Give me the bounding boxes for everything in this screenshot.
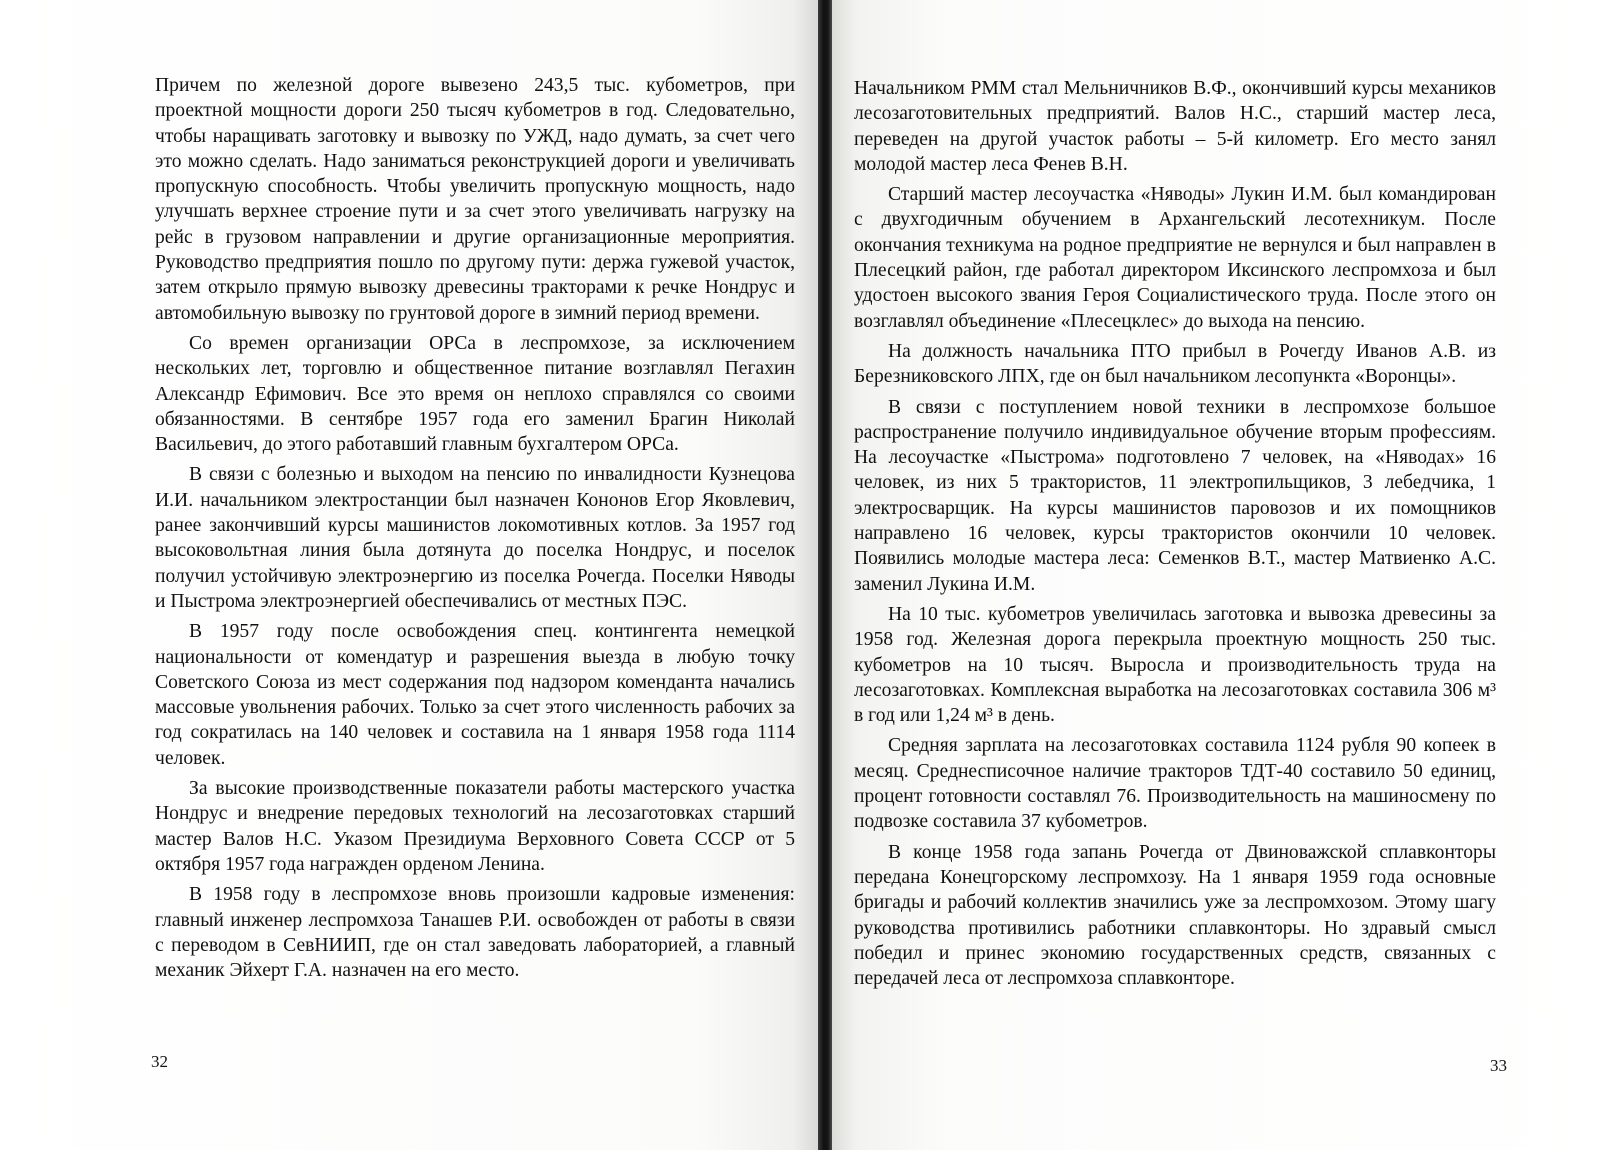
paragraph: На должность начальника ПТО прибыл в Рочегду Иванов А.В. из Березниковского ЛПХ, где он был начальником лесопункта «Воронцы».	[854, 340, 1496, 388]
paragraph: За высокие производственные показатели работы мастерского участка Нондрус и внедрение передовых технологий на лесозаготовках старший мастер Валов Н.С. Указом Президиума Верховного Совета СССР от 5 октября 1957 года награжден орденом Ленина.	[155, 778, 795, 875]
paragraph: Средняя зарплата на лесозаготовках составила 1124 рубля 90 копеек в месяц. Среднесписочное наличие тракторов ТДТ-40 составило 50 единиц, процент готовности составлял 76. Производительность на машиносмену по подвозке составила 37 кубометров.	[854, 735, 1496, 833]
right-page-text	[854, 76, 1496, 996]
paragraph: Старший мастер лесоучастка «Няводы» Лукин И.М. был командирован с двухгодичным обучением в Архангельский лесотехникум. После окончания техникума на родное предприятие не вернулся и был направлен в Плесецкий район, где работал директором Иксинского леспромхоза и был удостоен высокого звания Героя Социалистического труда. После этого он возглавлял объединение «Плесецклес» до выхода на пенсию.	[854, 184, 1496, 332]
right-page	[832, 0, 1618, 1150]
paragraph: В 1958 году в леспромхозе вновь произошли кадровые изменения: главный инженер леспромхоза Танашев Р.И. освобожден от работы в связи с переводом в СевНИИП, где он стал заведовать лабораторией, а главный механик Эйхерт Г.А. назначен на его место.	[155, 884, 795, 982]
left-page-text	[155, 73, 795, 988]
paragraph: Начальником РММ стал Мельничников В.Ф., окончивший курсы механиков лесозаготовительных предприятий. Валов Н.С., старший мастер леса, переведен на другой участок работы – 5-й километр. Его место занял молодой мастер леса Фенев В.Н.	[854, 78, 1496, 175]
paragraph: Со времен организации ОРСа в леспромхозе, за исключением нескольких лет, торговлю и общественное питание возглавлял Пегахин Александр Ефимович. Все это время он неплохо справлялся со своими обязанностями. В сентябре 1957 года его заменил Брагин Николай Васильевич, до этого работавший главным бухгалтером ОРСа.	[155, 332, 795, 456]
paragraph: В связи с болезнью и выходом на пенсию по инвалидности Кузнецова И.И. начальником электростанции был назначен Кононов Егор Яковлевич, ранее закончивший курсы машинистов локомотивных котлов. За 1957 год высоковольтная линия была дотянута до поселка Нондрус, и поселок получил устойчивую электроэнергию из поселка Рочегда. Поселки Няводы и Пыстрома электроэнергией обеспечивались от местных ПЭС.	[155, 464, 795, 612]
book-gutter	[818, 0, 832, 1150]
paragraph: В конце 1958 года запань Рочегда от Двиноважской сплавконторы передана Конецгорскому леспромхозу. На 1 января 1959 года основные бригады и рабочий коллектив значились уже за леспромхозом. Этому шагу руководства противились работники сплавконторы. Но здравый смысл победил и принес экономию государственных средств, связанных с передачей леса от леспромхоза сплавконторе.	[854, 841, 1496, 990]
paragraph: Причем по железной дороге вывезено 243,5 тыс. кубометров, при проектной мощности дороги 250 тысяч кубометров в год. Следовательно, чтобы наращивать заготовку и вывозку по УЖД, надо думать, за счет чего это можно сделать. Надо заниматься реконструкцией дороги и увеличивать пропускную способность. Чтобы увеличить пропускную мощность, надо улучшать верхнее строение пути и за счет этого увеличивать нагрузку на рейс в грузовом направлении и другие организационные мероприятия. Руководство предприятия пошло по другому пути: держа гужевой участок, затем открыло прямую вывозку древесины тракторами к речке Нондрус и автомобильную вывозку по грунтовой дороге в зимний период времени.	[155, 75, 795, 324]
paragraph: В 1957 году после освобождения спец. контингента немецкой национальности от комендатур и разрешения выезда в любую точку Советского Союза из мест содержания под надзором коменданта начались массовые увольнения рабочих. Только за счет этого численность рабочих за год сократилась на 140 человек и составила на 1 января 1958 года 1114 человек.	[155, 621, 795, 769]
page-number-left: 32	[151, 1052, 168, 1071]
paragraph: В связи с поступлением новой техники в леспромхозе большое распространение получило индивидуальное обучение вторым профессиям. На лесоучастке «Пыстрома» подготовлено 7 человек, на «Няводах» 16 человек, из них 5 трактористов, 11 электропильщиков, 3 лебедчика, 1 электросварщик. На курсы машинистов паровозов и их помощников направлено 16 человек, курсы трактористов окончили 10 человек. Появились молодые мастера леса: Семенков В.Т., мастер Матвиенко А.С. заменил Лукина И.М.	[854, 396, 1496, 595]
page-number-right: 33	[1490, 1056, 1507, 1075]
paragraph: На 10 тыс. кубометров увеличилась заготовка и вывозка древесины за 1958 год. Железная дорога перекрыла проектную мощность 250 тыс. кубометров на 10 тысяч. Выросла и производительность труда на лесозаготовках. Комплексная выработка на лесозаготовках составила 306 м³ в год или 1,24 м³ в день.	[854, 603, 1496, 727]
